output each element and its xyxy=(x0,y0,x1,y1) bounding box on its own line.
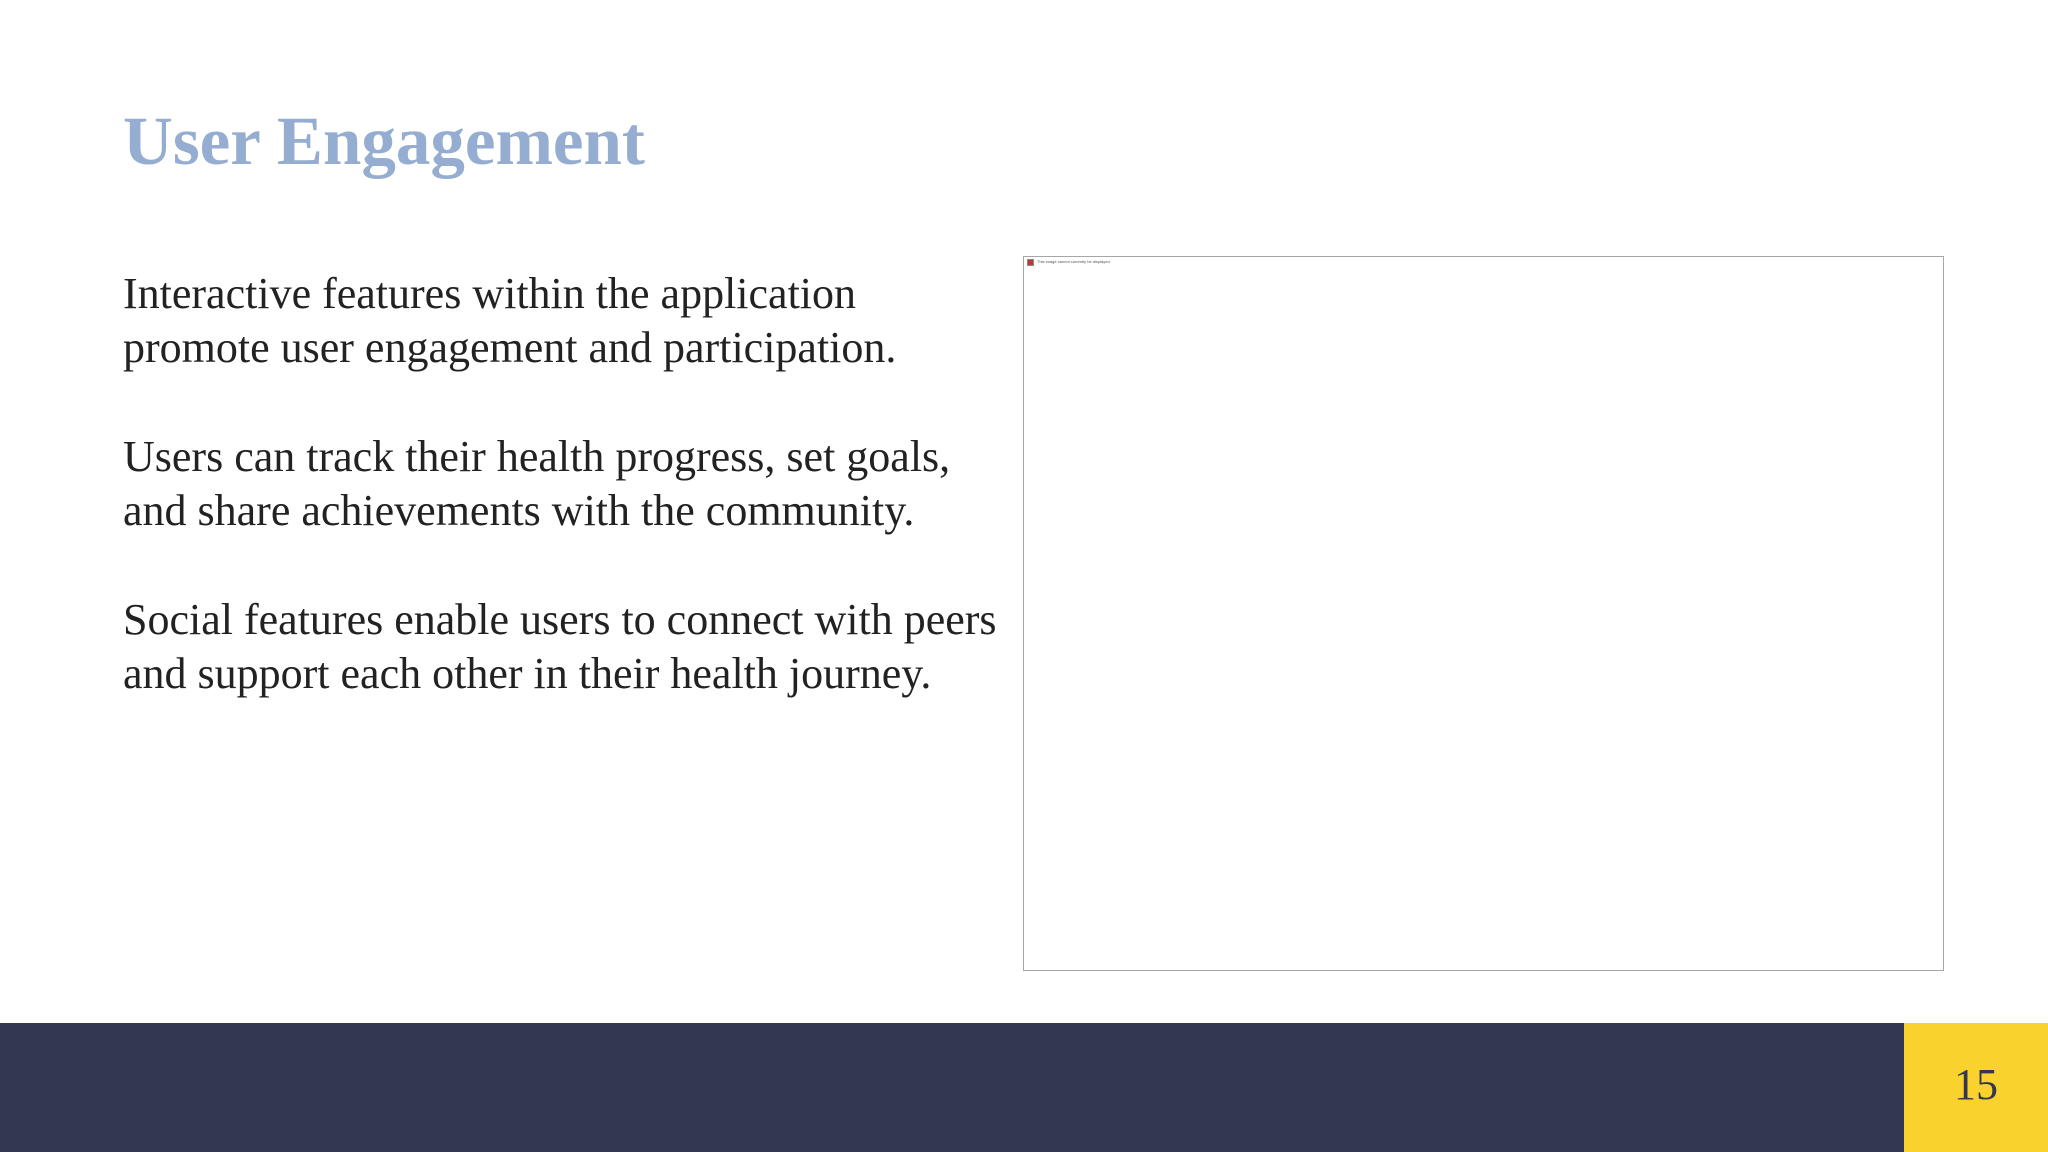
paragraph-social-features: Social features enable users to connect with peers and support each other in their health journey. xyxy=(123,595,997,698)
page-number: 15 xyxy=(1954,1060,1998,1109)
slide-title: User Engagement xyxy=(123,103,645,179)
image-error-message: This image cannot currently be displayed. xyxy=(1037,259,1111,264)
image-placeholder xyxy=(1023,256,1944,971)
body-text xyxy=(123,267,1003,756)
footer-bar xyxy=(0,1023,1904,1152)
paragraph-interactive-features: Interactive features within the application promote user engagement and participation. xyxy=(123,269,897,372)
broken-image-icon xyxy=(1027,259,1034,266)
page-number-box xyxy=(1904,1023,2048,1152)
paragraph-track-progress: Users can track their health progress, set goals, and share achievements with the community. xyxy=(123,432,951,535)
